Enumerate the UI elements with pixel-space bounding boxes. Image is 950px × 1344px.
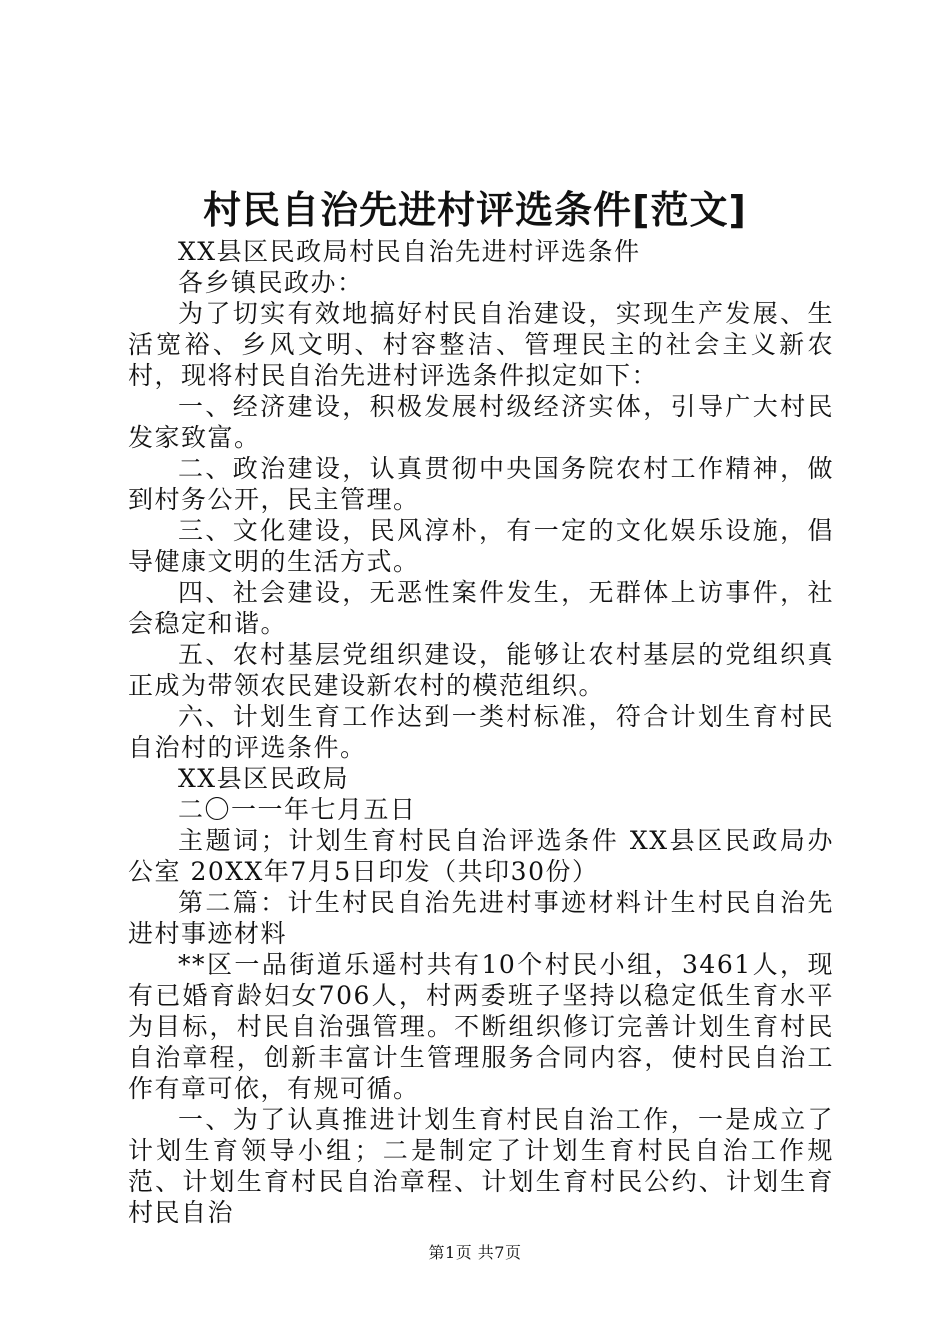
paragraph: 五、农村基层党组织建设，能够让农村基层的党组织真正成为带领农民建设新农村的模范组织。 [128,640,834,700]
paragraph: 二、政治建设，认真贯彻中央国务院农村工作精神，做到村务公开，民主管理。 [128,454,834,514]
document-title: 村民自治先进村评选条件[范文] [203,188,747,232]
paragraph: 三、文化建设，民风淳朴，有一定的文化娱乐设施，倡导健康文明的生活方式。 [128,516,834,576]
section-heading: 第二篇：计生村民自治先进村事迹材料计生村民自治先进村事迹材料 [128,888,834,948]
paragraph: XX县区民政局村民自治先进村评选条件 [178,237,641,266]
paragraph: **区一品街道乐遥村共有10个村民小组，3461人，现有已婚育龄妇女706人，村两委班子坚持以稳定低生育水平为目标，村民自治强管理。不断组织修订完善计划生育村民自治章程，创新丰富计生管理服务合同内容，使村民自治工作有章可依，有规可循。 [128,950,834,1103]
paragraph: 四、社会建设，无恶性案件发生，无群体上访事件，社会稳定和谐。 [128,578,834,638]
paragraph: 六、计划生育工作达到一类村标准，符合计划生育村民自治村的评选条件。 [128,702,834,762]
paragraph: 一、为了认真推进计划生育村民自治工作，一是成立了计划生育领导小组；二是制定了计划生育村民自治工作规范、计划生育村民自治章程、计划生育村民公约、计划生育村民自治 [128,1105,834,1227]
paragraph: 为了切实有效地搞好村民自治建设，实现生产发展、生活宽裕、乡风文明、村容整洁、管理民主的社会主义新农村，现将村民自治先进村评选条件拟定如下： [128,299,834,390]
page-number: 第1页 共7页 [428,1243,522,1262]
subject-line: 主题词；计划生育村民自治评选条件 XX县区民政局办公室 20XX年7月5日印发（共印30份） [128,826,834,886]
signature-org: XX县区民政局 [178,764,350,793]
signature-date: 二〇一一年七月五日 [178,795,417,824]
paragraph: 一、经济建设，积极发展村级经济实体，引导广大村民发家致富。 [128,392,834,452]
paragraph: 各乡镇民政办： [178,268,364,297]
document-body [128,236,834,1228]
